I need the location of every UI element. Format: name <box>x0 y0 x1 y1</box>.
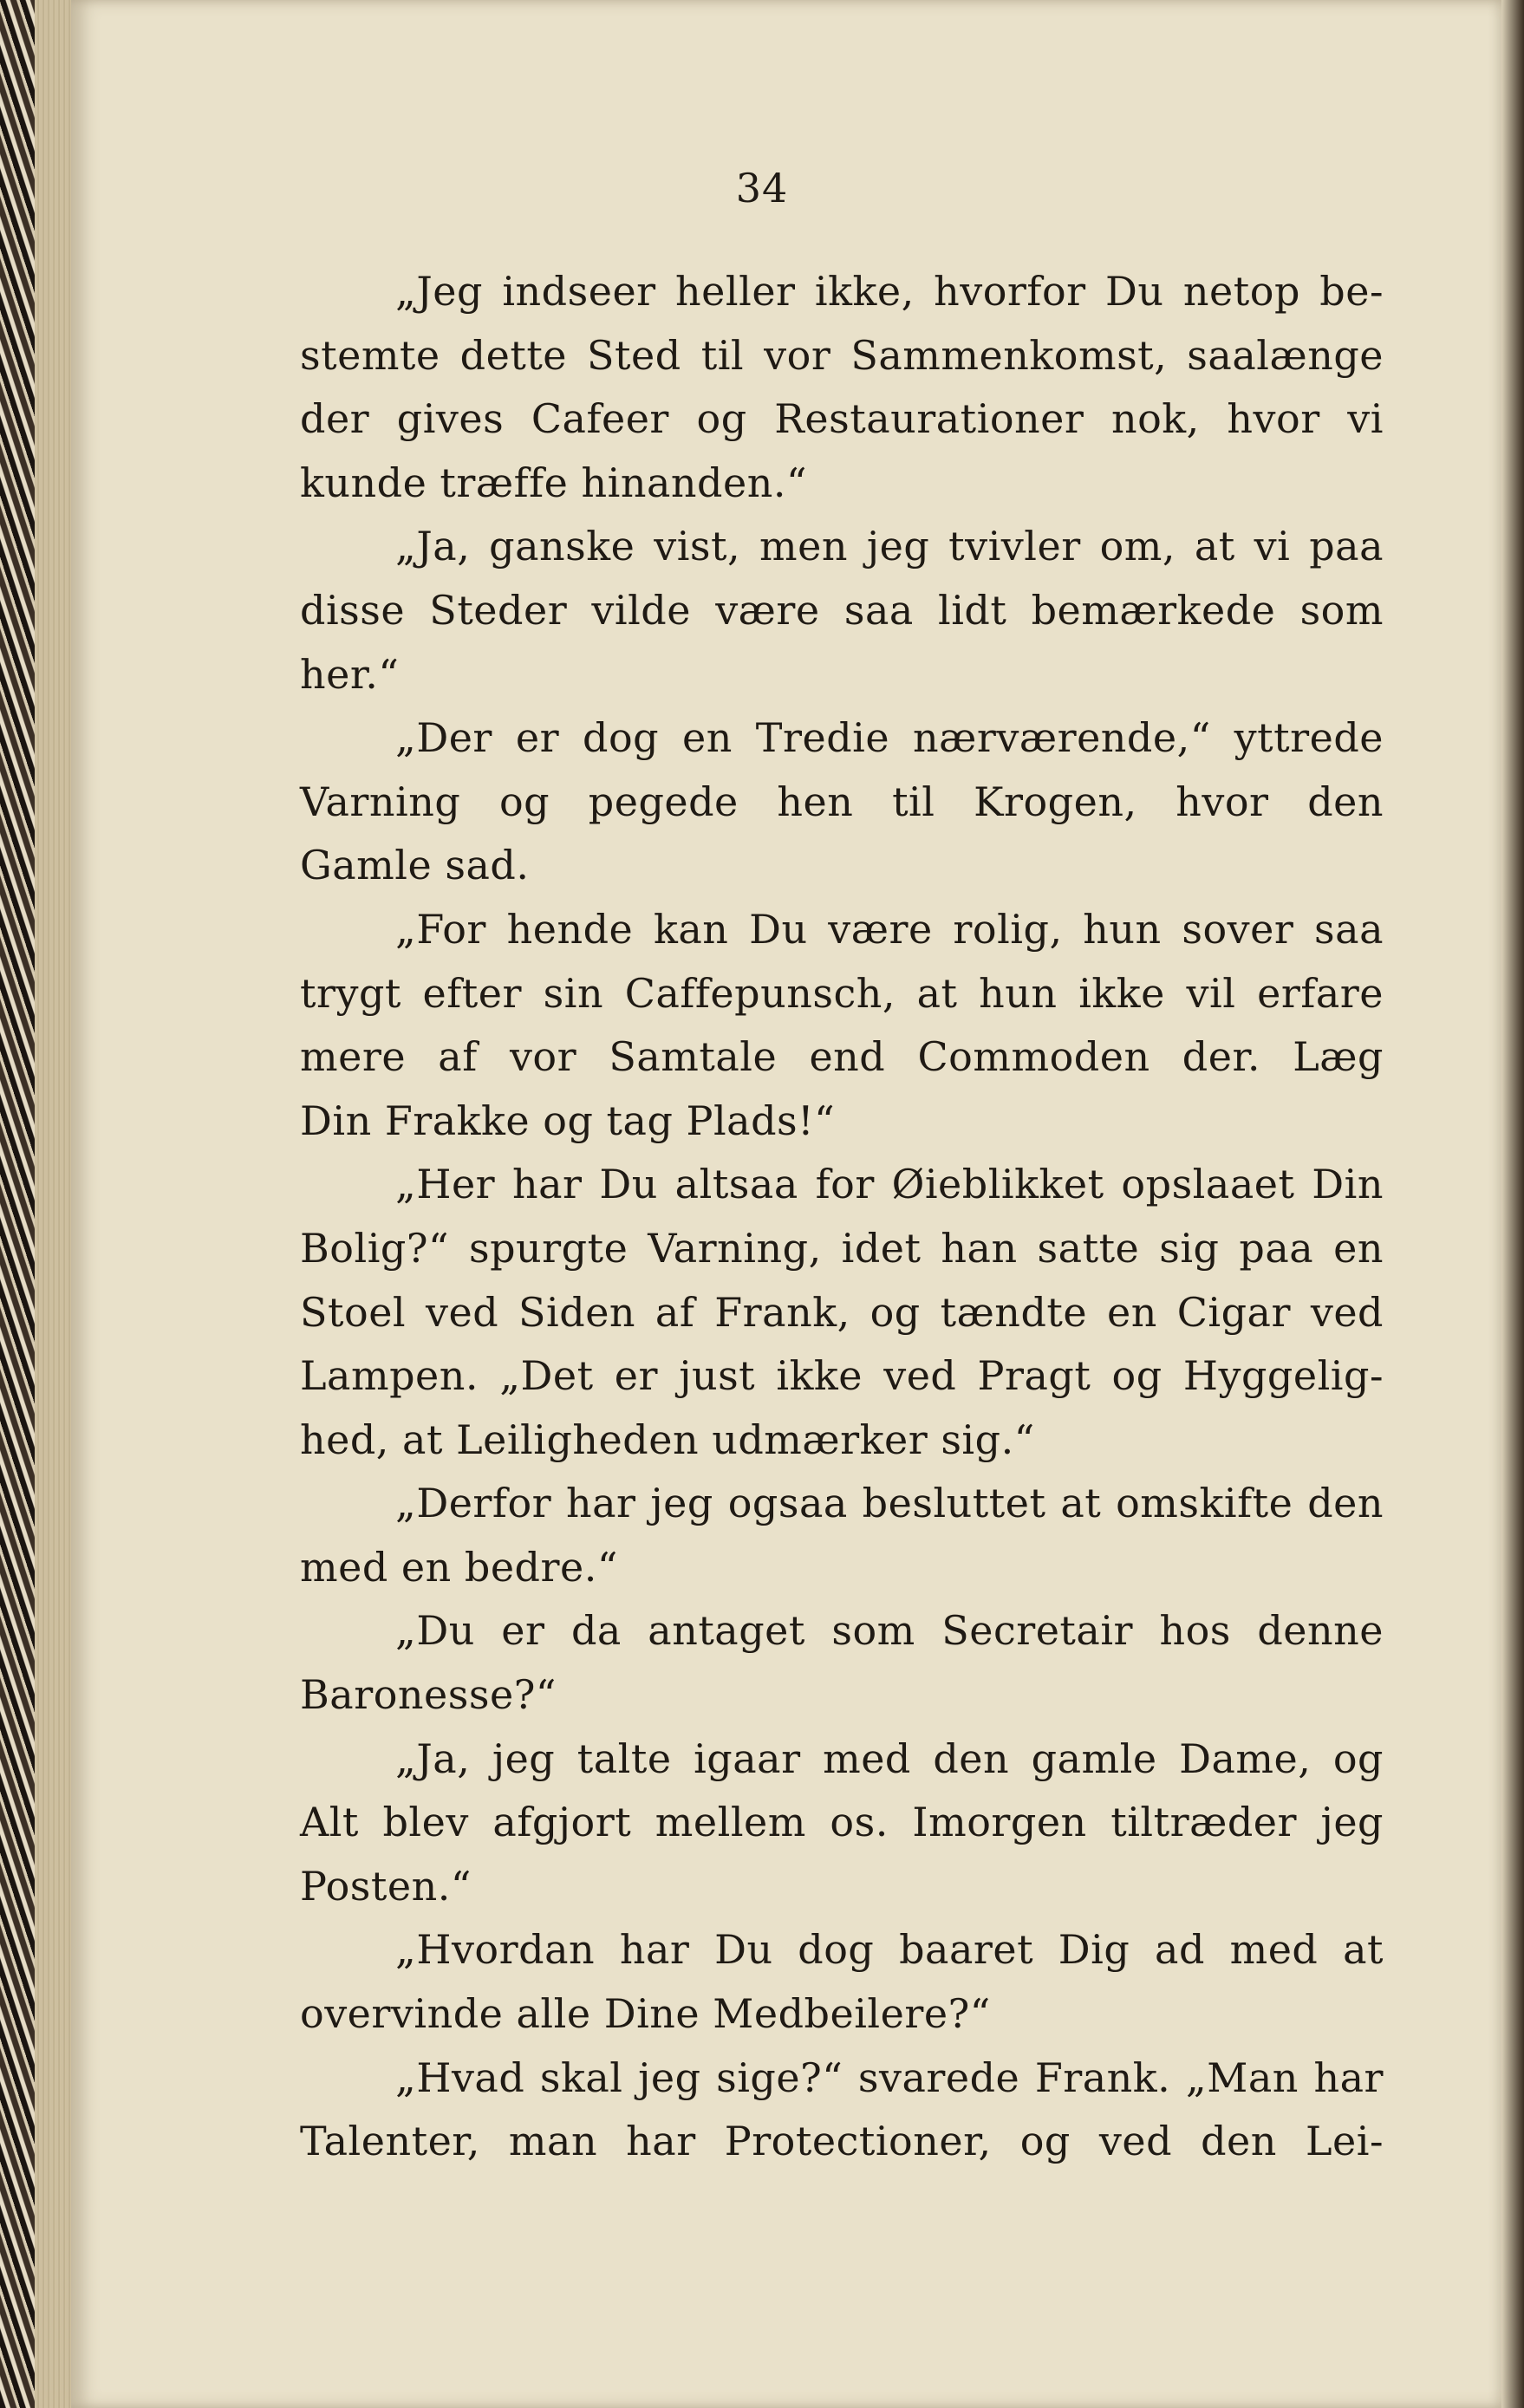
text-line: overvinde alle Dine Medbeilere?“ <box>300 1990 991 2038</box>
text-line: Talenter, man har Protectioner, og ved den Lei- <box>300 2118 1384 2165</box>
text-line: „Ja, jeg talte igaar med den gamle Dame, og <box>395 1734 1384 1782</box>
text-line: Baronesse?“ <box>300 1671 557 1719</box>
text-line: mere af vor Samtale end Commoden der. Læg <box>300 1033 1384 1081</box>
body-text <box>300 260 1384 2174</box>
text-line: her.“ <box>300 650 400 698</box>
text-line: kunde træffe hinanden.“ <box>300 459 807 506</box>
text-line: stemte dette Sted til vor Sammenkomst, saalænge <box>300 331 1384 379</box>
text-line: Lampen. „Det er just ikke ved Pragt og Hyggelig- <box>300 1352 1384 1400</box>
text-line: disse Steder vilde være saa lidt bemærkede som <box>300 586 1384 634</box>
text-line: „Hvad skal jeg sige?“ svarede Frank. „Man har <box>395 2053 1384 2101</box>
text-line: Din Frakke og tag Plads!“ <box>300 1097 836 1144</box>
text-line: Stoel ved Siden af Frank, og tændte en Cigar ved <box>300 1288 1384 1336</box>
text-line: Bolig?“ spurgte Varning, idet han satte sig paa en <box>300 1224 1384 1272</box>
text-line: „Her har Du altsaa for Øieblikket opslaaet Din <box>395 1161 1384 1208</box>
text-line: „Du er da antaget som Secretair hos denne <box>395 1607 1384 1655</box>
text-line: Alt blev afgjort mellem os. Imorgen tiltræder jeg <box>300 1799 1384 1846</box>
text-line: „Ja, ganske vist, men jeg tvivler om, at vi paa <box>395 523 1384 570</box>
text-line: „For hende kan Du være rolig, hun sover saa <box>395 905 1384 953</box>
text-line: „Jeg indseer heller ikke, hvorfor Du netop be- <box>395 268 1384 315</box>
text-line: „Hvordan har Du dog baaret Dig ad med at <box>395 1926 1384 1974</box>
text-line: der gives Cafeer og Restaurationer nok, hvor vi <box>300 395 1384 443</box>
text-line: trygt efter sin Caffepunsch, at hun ikke vil erfare <box>300 969 1384 1017</box>
marbled-book-edge <box>0 0 35 2408</box>
text-line: hed, at Leiligheden udmærker sig.“ <box>300 1416 1035 1463</box>
page-gutter-shadow <box>1501 0 1524 2408</box>
text-line: med en bedre.“ <box>300 1543 618 1591</box>
text-line: „Der er dog en Tredie nærværende,“ yttrede <box>395 714 1384 762</box>
text-line: Gamle sad. <box>300 842 530 889</box>
text-line: Varning og pegede hen til Krogen, hvor den <box>300 778 1384 825</box>
text-line: Posten.“ <box>300 1862 472 1910</box>
text-line: „Derfor har jeg ogsaa besluttet at omskifte den <box>395 1480 1384 1527</box>
page-number: 34 <box>735 165 789 212</box>
